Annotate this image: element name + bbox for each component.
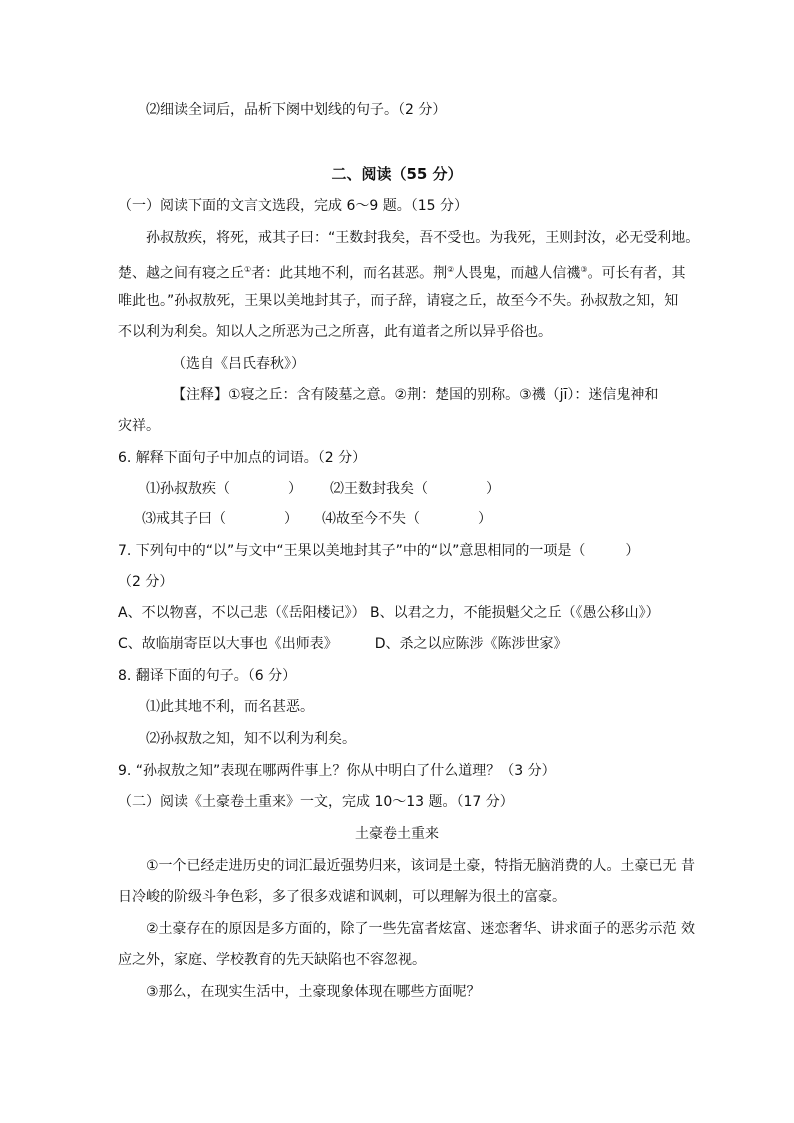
question-7-options-ab	[118, 604, 660, 622]
question-7-stem: 7. 下列句中的“以”与文中“王果以美地封其子”中的“以”意思相同的一项是（ ）	[118, 543, 640, 559]
question-6-item-1: ⑴孙叔敖疾（ ）	[146, 481, 302, 497]
question-7-score: （2 分）	[118, 574, 174, 590]
annotation-line-1: 【注释】①寝之丘：含有陵墓之意。②荆：楚国的别称。③禨（jī）：迷信鬼神和	[172, 387, 659, 403]
article-paragraph-3: ③那么，在现实生活中，土豪现象体现在哪些方面呢？	[146, 984, 481, 1000]
question-7-options-cd	[118, 635, 567, 653]
article-paragraph-2-line-2: 应之外，家庭、学校教育的先天缺陷也不容忽视。	[118, 952, 426, 968]
article-paragraph-1-line-1: ①一个已经走进历史的词汇最近强势归来，该词是土豪，特指无脑消费的人。土豪已无 昔	[146, 858, 695, 874]
passage-source: （选自《吕氏春秋》）	[172, 356, 305, 372]
question-6-item-3: ⑶戒其子曰（ ）	[142, 511, 298, 527]
passage-line-4: 不以利为利矣。知以人之所恶为己之所喜，此有道者之所以异乎俗也。	[118, 324, 552, 340]
question-8-sentence-2: ⑵孙叔敖之知，知不以利为利矣。	[146, 731, 356, 747]
question-9-stem: 9. “孙叔敖之知”表现在哪两件事上？你从中明白了什么道理？（3 分）	[118, 763, 556, 779]
footnote-ref-2: ②	[447, 265, 455, 274]
question-5-2: ⑵细读全词后，品析下阕中划线的句子。（2 分）	[146, 102, 447, 118]
footnote-ref-1: ①	[244, 265, 252, 274]
question-8-stem: 8. 翻译下面的句子。（6 分）	[118, 668, 297, 684]
part2-heading: （二）阅读《土豪卷土重来》一文，完成 10～13 题。（17 分）	[118, 794, 514, 810]
annotation-line-2: 灾祥。	[118, 418, 160, 434]
question-6-item-2: ⑵王数封我矣（ ）	[330, 481, 500, 497]
question-8-sentence-1: ⑴此其地不利，而名甚恶。	[146, 699, 314, 715]
passage-line-2: 楚、越之间有寝之丘①者：此其地不利，而名甚恶。荆②人畏鬼，而越人信禨③。可长有者，其	[118, 265, 686, 282]
question-6-item-4: ⑷故至今不失（ ）	[322, 511, 492, 527]
option-a[interactable]: A、不以物喜，不以己悲（《岳阳楼记》）	[118, 605, 366, 621]
passage-line-3: 唯此也。”孙叔敖死，王果以美地封其子，而子辞，请寝之丘，故至今不失。孙叔敖之知，知	[118, 293, 679, 309]
article-title: 土豪卷土重来	[355, 826, 439, 842]
article-paragraph-1-line-2: 日冷峻的阶级斗争色彩，多了很多戏谑和讽刺，可以理解为很土的富豪。	[118, 889, 566, 905]
section-title: 二、阅读（55 分）	[331, 165, 463, 183]
option-b[interactable]: B、以君之力，不能损魁父之丘（《愚公移山》）	[370, 605, 660, 621]
footnote-ref-3: ③	[580, 265, 588, 274]
option-d[interactable]: D、杀之以应陈涉《陈涉世家》	[374, 636, 568, 652]
question-6-stem: 6. 解释下面句子中加点的词语。（2 分）	[118, 450, 367, 466]
part1-heading: （一）阅读下面的文言文选段，完成 6～9 题。（15 分）	[118, 198, 468, 214]
passage-line-1: 孙叔敖疾，将死，戒其子曰：“王数封我矣，吾不受也。为我死，王则封汝，必无受利地。	[146, 230, 700, 246]
option-c[interactable]: C、故临崩寄臣以大事也《出师表》	[118, 636, 338, 652]
article-paragraph-2-line-1: ②土豪存在的原因是多方面的，除了一些先富者炫富、迷恋奢华、讲求面子的恶劣示范 效	[146, 921, 695, 937]
